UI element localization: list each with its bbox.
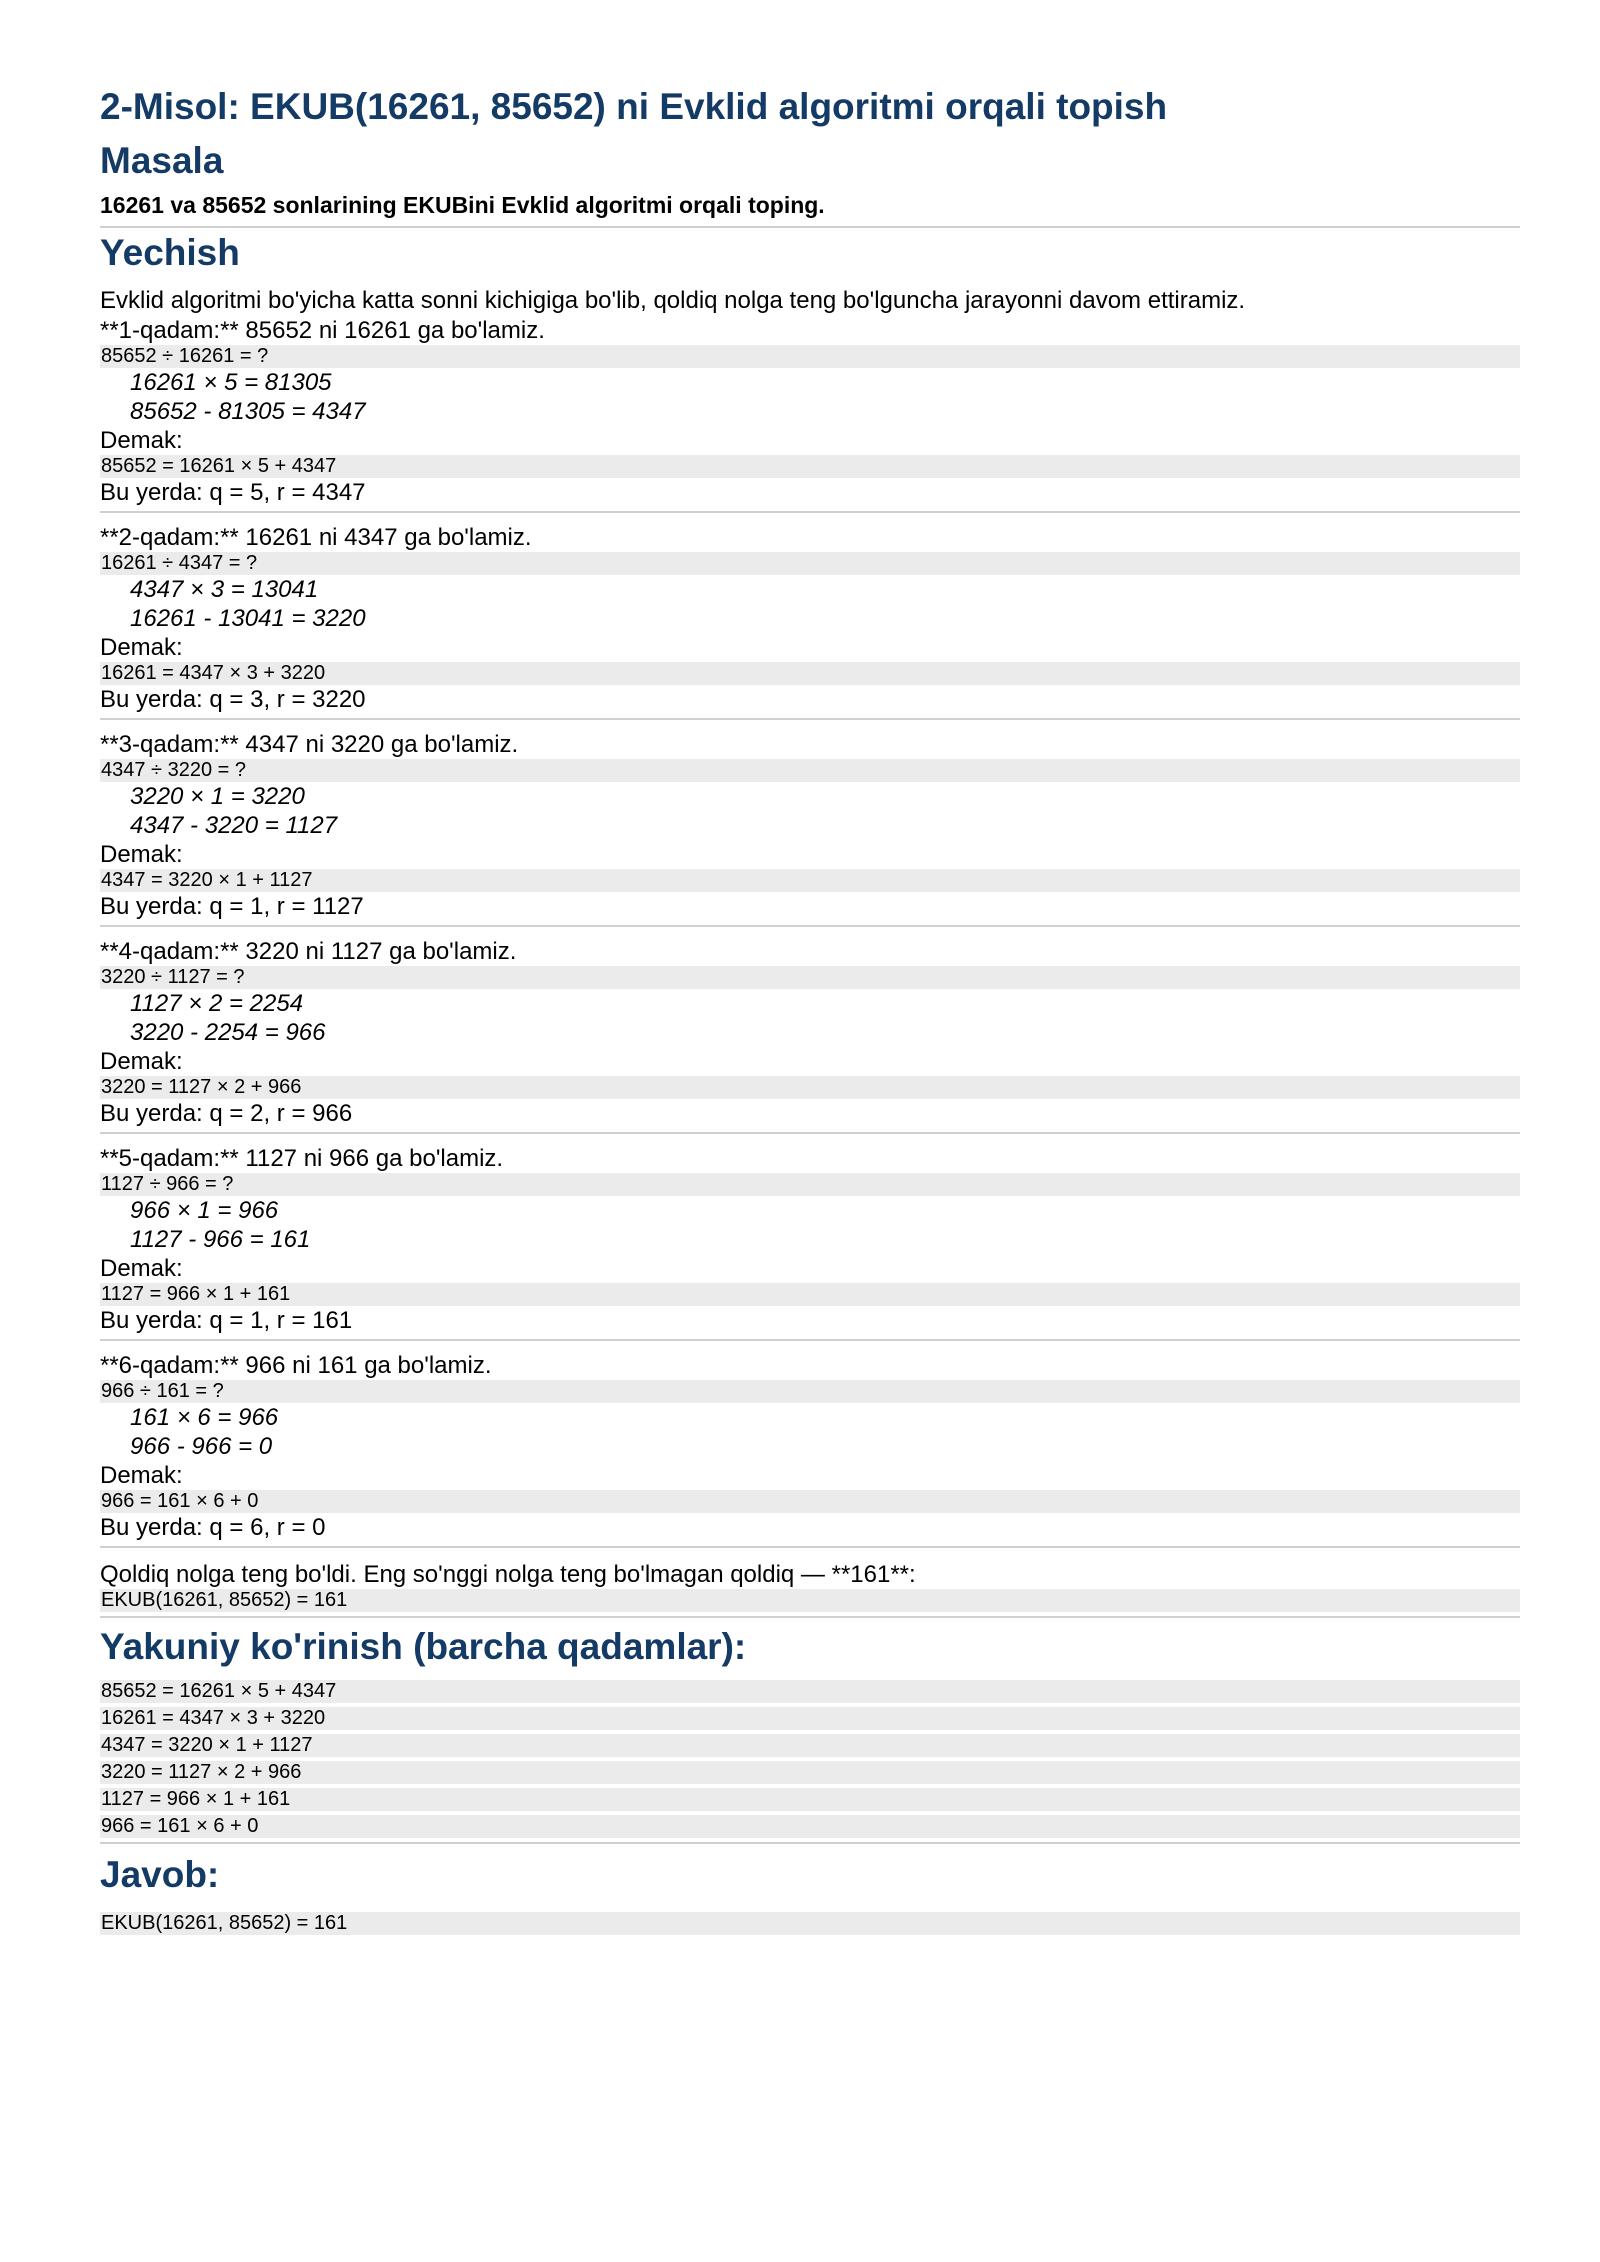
step-division: 966 ÷ 161 = ? <box>100 1380 1520 1403</box>
steps-container <box>100 316 1520 1548</box>
step-subtraction: 1127 - 966 = 161 <box>130 1226 311 1253</box>
step-division: 4347 ÷ 3220 = ? <box>100 759 1520 782</box>
step-multiplication: 1127 × 2 = 2254 <box>130 990 304 1017</box>
step-header: **6-qadam:** 966 ni 161 ga bo'lamiz. <box>100 1352 492 1379</box>
step-header: **5-qadam:** 1127 ni 966 ga bo'lamiz. <box>100 1145 504 1172</box>
step-block <box>100 1144 1520 1335</box>
step-multiplication: 16261 × 5 = 81305 <box>130 369 332 396</box>
step-division: 85652 ÷ 16261 = ? <box>100 345 1520 368</box>
step-subtraction: 966 - 966 = 0 <box>130 1433 273 1460</box>
yechish-heading: Yechish <box>100 232 240 273</box>
step-result: Bu yerda: q = 5, r = 4347 <box>100 479 366 506</box>
demak-label: Demak: <box>100 1048 183 1075</box>
summary-line: 85652 = 16261 × 5 + 4347 <box>100 1680 1520 1703</box>
demak-label: Demak: <box>100 841 183 868</box>
page-title: 2-Misol: EKUB(16261, 85652) ni Evklid algoritmi orqali topish <box>100 86 1168 127</box>
problem-statement: 16261 va 85652 sonlarining EKUBini Evklid algoritmi orqali toping. <box>100 192 825 218</box>
conclusion-code: EKUB(16261, 85652) = 161 <box>100 1589 1520 1612</box>
step-result: Bu yerda: q = 1, r = 1127 <box>100 893 364 920</box>
step-multiplication: 3220 × 1 = 3220 <box>130 783 305 810</box>
step-block <box>100 1351 1520 1542</box>
step-division: 1127 ÷ 966 = ? <box>100 1173 1520 1196</box>
step-subtraction: 3220 - 2254 = 966 <box>130 1019 326 1046</box>
step-subtraction: 4347 - 3220 = 1127 <box>130 812 338 839</box>
step-multiplication: 4347 × 3 = 13041 <box>130 576 319 603</box>
step-header: **1-qadam:** 85652 ni 16261 ga bo'lamiz. <box>100 317 545 344</box>
step-equation: 3220 = 1127 × 2 + 966 <box>100 1076 1520 1099</box>
divider <box>100 1132 1520 1134</box>
step-block <box>100 316 1520 507</box>
step-equation: 4347 = 3220 × 1 + 1127 <box>100 869 1520 892</box>
divider <box>100 1616 1520 1618</box>
step-multiplication: 161 × 6 = 966 <box>130 1404 279 1431</box>
step-header: **3-qadam:** 4347 ni 3220 ga bo'lamiz. <box>100 731 519 758</box>
summary-line: 966 = 161 × 6 + 0 <box>100 1815 1520 1838</box>
document-content <box>100 78 1520 1935</box>
demak-label: Demak: <box>100 634 183 661</box>
divider <box>100 1546 1520 1548</box>
step-subtraction: 85652 - 81305 = 4347 <box>130 398 366 425</box>
divider <box>100 1842 1520 1844</box>
step-equation: 16261 = 4347 × 3 + 3220 <box>100 662 1520 685</box>
step-equation: 966 = 161 × 6 + 0 <box>100 1490 1520 1513</box>
demak-label: Demak: <box>100 1462 183 1489</box>
step-block <box>100 523 1520 714</box>
summary-heading: Yakuniy ko'rinish (barcha qadamlar): <box>100 1626 747 1667</box>
answer-heading: Javob: <box>100 1854 220 1895</box>
step-subtraction: 16261 - 13041 = 3220 <box>130 605 366 632</box>
divider <box>100 1339 1520 1341</box>
summary-line: 1127 = 966 × 1 + 161 <box>100 1788 1520 1811</box>
step-division: 16261 ÷ 4347 = ? <box>100 552 1520 575</box>
summary-line: 4347 = 3220 × 1 + 1127 <box>100 1734 1520 1757</box>
step-result: Bu yerda: q = 3, r = 3220 <box>100 686 366 713</box>
step-result: Bu yerda: q = 2, r = 966 <box>100 1100 353 1127</box>
answer-code: EKUB(16261, 85652) = 161 <box>100 1912 1520 1935</box>
divider <box>100 925 1520 927</box>
step-header: **4-qadam:** 3220 ni 1127 ga bo'lamiz. <box>100 938 517 965</box>
demak-label: Demak: <box>100 427 183 454</box>
step-block <box>100 937 1520 1128</box>
step-result: Bu yerda: q = 6, r = 0 <box>100 1514 326 1541</box>
divider <box>100 511 1520 513</box>
summary-line: 3220 = 1127 × 2 + 966 <box>100 1761 1520 1784</box>
step-multiplication: 966 × 1 = 966 <box>130 1197 279 1224</box>
conclusion <box>100 1560 1520 1612</box>
step-block <box>100 730 1520 921</box>
step-equation: 1127 = 966 × 1 + 161 <box>100 1283 1520 1306</box>
masala-heading: Masala <box>100 140 224 181</box>
summary-line: 16261 = 4347 × 3 + 3220 <box>100 1707 1520 1730</box>
demak-label: Demak: <box>100 1255 183 1282</box>
step-result: Bu yerda: q = 1, r = 161 <box>100 1307 353 1334</box>
divider <box>100 718 1520 720</box>
step-header: **2-qadam:** 16261 ni 4347 ga bo'lamiz. <box>100 524 532 551</box>
step-equation: 85652 = 16261 × 5 + 4347 <box>100 455 1520 478</box>
conclusion-text: Qoldiq nolga teng bo'ldi. Eng so'nggi nolga teng bo'lmagan qoldiq — **161**: <box>100 1561 916 1588</box>
summary-lines <box>100 1680 1520 1838</box>
solution-intro: Evklid algoritmi bo'yicha katta sonni kichigiga bo'lib, qoldiq nolga teng bo'lguncha jarayonni davom ettiramiz. <box>100 287 1246 314</box>
step-division: 3220 ÷ 1127 = ? <box>100 966 1520 989</box>
